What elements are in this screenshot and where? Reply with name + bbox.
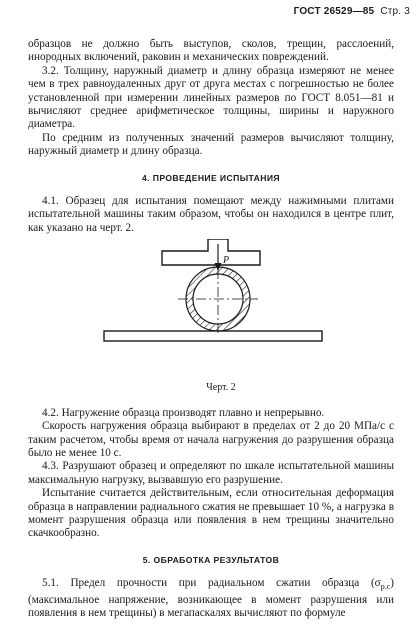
document-body xyxy=(28,38,394,621)
lower-plate xyxy=(104,331,322,341)
page-header xyxy=(294,6,410,17)
paragraph-4-1: 4.1. Образец для испытания помещают между нажимными плитами испытательной машины таким образом, чтобы он находился в центре плит, как указано на черт. 2. xyxy=(28,195,394,234)
upper-plate xyxy=(162,239,260,265)
paragraph-validity: Испытание считается действительным, если относительная деформация образца в направлении радиального сжатия не превышает 10 %, а нагрузка в момент разрушения образца или появления в нем трещины значительно скачкообразно. xyxy=(28,487,394,540)
document-code: ГОСТ 26529—85 xyxy=(293,6,375,17)
formula-intro-rest: ) (максимальное напряжение, возникающее в момент разрушения или появления в нем трещины) в мегапаскалях вычисляют по формуле xyxy=(28,577,394,620)
paragraph-3-2: 3.2. Толщину, наружный диаметр и длину образца измеряют не менее чем в трех равноудаленных друг от друга местах с погрешностью не более установленной при измерении линейных размеров по ГОСТ 8.051—81 и вычисляют среднее арифметическое толщины, ширины и наружного диаметра. xyxy=(28,64,394,131)
paragraph-loading-rate: Скорость нагружения образца выбирают в пределах от 2 до 20 МПа/с с таким расчетом, чтобы время от начала нагружения до разрушения образца было не менее 10 с. xyxy=(28,420,394,459)
section-heading-5: 5. ОБРАБОТКА РЕЗУЛЬТАТОВ xyxy=(142,554,280,565)
paragraph-4-3: 4.3. Разрушают образец и определяют по шкале испытательной машины максимальную нагрузку, вызвавшую его разрушение. xyxy=(28,460,394,486)
paragraph-5-1 xyxy=(28,577,394,620)
compression-test-diagram xyxy=(102,239,324,377)
paragraph-continuation: образцов не должно быть выступов, сколов, трещин, расслоений, инородных включений, раковин и механических повреждений. xyxy=(28,38,394,64)
sigma-subscript: р.с xyxy=(380,582,391,592)
paragraph-4-2: 4.2. Нагружение образца производят плавно и непрерывно. xyxy=(42,406,325,419)
section-heading-4: 4. ПРОВЕДЕНИЕ ИСПЫТАНИЯ xyxy=(142,172,280,183)
figure-2 xyxy=(28,239,394,379)
formula-intro: 5.1. Предел прочности при радиальном сжатии образца (σ xyxy=(42,577,381,590)
page-number: Стр. 3 xyxy=(380,6,410,17)
paragraph-averages: По средним из полученных значений размеров вычисляют толщину, наружный диаметр и длину образца. xyxy=(28,131,394,158)
force-label: P xyxy=(223,255,230,267)
figure-caption: Черт. 2 xyxy=(206,382,236,394)
